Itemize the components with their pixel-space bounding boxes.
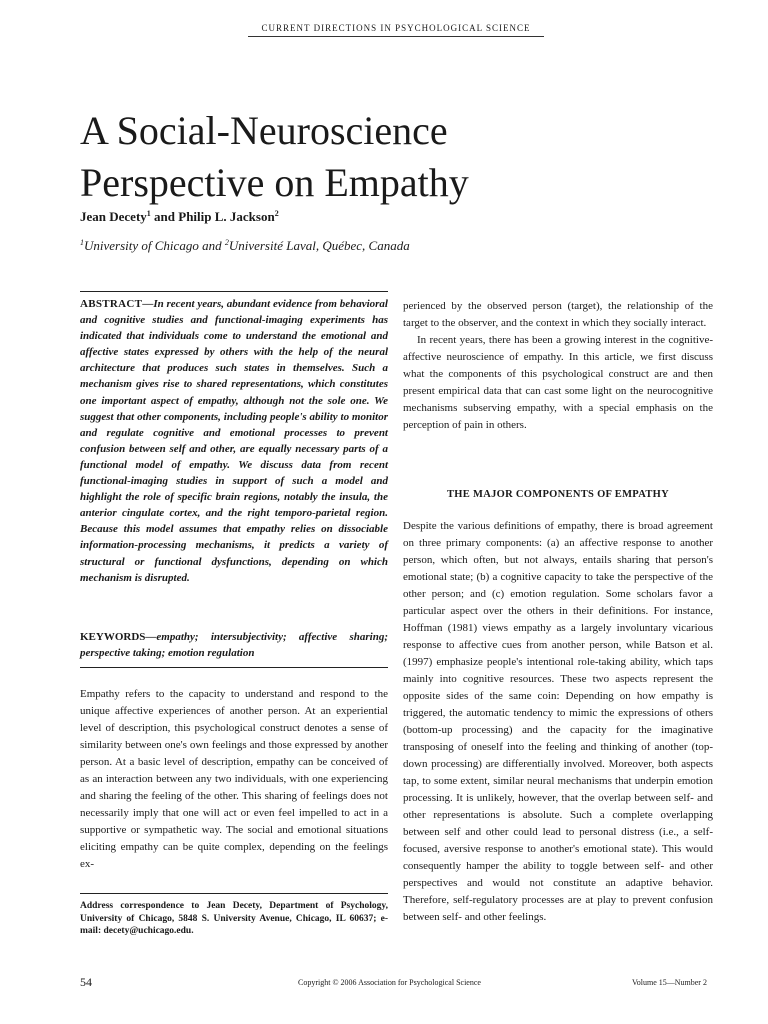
keywords-dash: —	[145, 631, 157, 643]
intro-paragraph	[80, 686, 388, 873]
author-name: Jean Decety	[80, 209, 147, 224]
title-line-1: A Social-Neuroscience	[80, 108, 448, 153]
correspondence-note: Address correspondence to Jean Decety, Department of Psychology, University of Chicago, 5848 S. University Avenue, Chicago, IL 60637; e-mail: decety@uchicago.edu.	[80, 901, 388, 936]
continued-paragraph: perienced by the observed person (target), the relationship of the target to the observer, and the context in which they socially interact.	[403, 300, 713, 329]
keywords	[80, 629, 388, 661]
abstract-label: ABSTRACT	[80, 298, 143, 310]
article-title	[80, 105, 700, 209]
affiliation-marker: 2	[224, 238, 229, 247]
volume-info: Volume 15—Number 2	[632, 978, 707, 987]
copyright-notice: Copyright © 2006 Association for Psychological Science	[298, 978, 481, 987]
author-affiliation-marker: 1	[146, 209, 151, 218]
author-conjunction: and	[150, 209, 179, 224]
page-number: 54	[80, 975, 92, 989]
paragraph: In recent years, there has been a growing interest in the cognitive-affective neuroscience of empathy. In this article, we first discuss what the components of this psychological construct are and then present empirical data that can cast some light on the neurocognitive mechanisms subserving empathy, with a special emphasis on the perception of pain in others.	[403, 334, 713, 431]
affiliation-marker: 1	[80, 238, 84, 247]
footnote-rule	[80, 893, 388, 894]
intro-text: Empathy refers to the capacity to understand and respond to the unique affective experiences of another person. At an experiential level of description, this psychological construct denotes a sense of similarity between one's own feelings and those expressed by another person. At a basic level of description, empathy can be conceived of as an interaction between any two individuals, with one experiencing and sharing the feeling of the other. This sharing of feelings does not necessarily imply that one will act or even feel impelled to act in a supportive or sympathetic way. The social and emotional situations eliciting empathy can be quite complex, depending on the feelings ex-	[80, 688, 388, 870]
abstract-dash: —	[142, 298, 154, 310]
author-list	[80, 209, 279, 225]
right-column-section	[403, 518, 713, 926]
title-line-2: Perspective on Empathy	[80, 160, 469, 205]
paragraph: Despite the various definitions of empathy, there is broad agreement on three primary components: (a) an affective response to another person, which often, but not always, entails sharing that person's emotional state; (b) a cognitive capacity to take the perspective of the other person; and (c) emotion regulation. Some scholars favor a particular aspect over the others in their definitions. For instance, Hoffman (1981) views empathy as a largely involuntary vicarious response to affective cues from another person, while Batson et al. (1997) emphasize people's intentional role-taking ability, which taps mainly into cognitive resources. These two aspects represent the opposite sides of the same coin: Depending on how empathy is triggered, the automatic tendency to mimic the expressions of others (bottom-up processing) and the capacity for the imaginative transposing of oneself into the feeling and thinking of another (top-down processing) are differentially involved. Moreover, both aspects tap, to some extent, similar neural mechanisms that underpin emotion processing. It is unlikely, however, that the overlap between self- and other representations is absolute. Such a complete overlapping between self and other could lead to personal distress (i.e., a self-focused, aversive response to another's emotional state). This would consequently hamper the ability to toggle between self- and other perspectives and would not constitute an adaptive behavior. Therefore, self-regulatory processes are at play to prevent confusion between self- and other feelings.	[403, 520, 713, 923]
author-affiliation-marker: 2	[274, 209, 279, 218]
running-header: CURRENT DIRECTIONS IN PSYCHOLOGICAL SCIENCE	[248, 22, 544, 37]
keywords-text: empathy; intersubjectivity; affective sharing; perspective taking; emotion regulation	[80, 631, 388, 659]
affiliation-text: University of Chicago and	[84, 238, 225, 253]
section-heading: THE MAJOR COMPONENTS OF EMPATHY	[446, 489, 670, 500]
abstract-text: In recent years, abundant evidence from behavioral and cognitive studies and functional-imaging experiments has indicated that individuals come to understand the emotional and affective states expressed by others with the help of the neural architecture that produces such states in themselves. Such a mechanism gives rise to shared representations, which constitutes one important aspect of empathy, although not the sole one. We suggest that other components, including people's ability to monitor and regulate cognitive and emotional processes to prevent confusion between self and other, are equally necessary parts of a functional model of empathy. We discuss data from recent functional-imaging studies in support of such a model and highlight the role of specific brain regions, notably the insula, the anterior cingulate cortex, and the right temporo-parietal region. Because this model assumes that empathy relies on dissociable information-processing mechanisms, it predicts a variety of structural or functional dysfunctions, depending on which mechanism is disrupted.	[80, 298, 388, 584]
keywords-label: KEYWORDS	[80, 631, 146, 643]
keywords-bottom-rule	[80, 667, 388, 668]
author-name: Philip L. Jackson	[178, 209, 275, 224]
affiliations	[80, 238, 410, 254]
abstract-top-rule	[80, 291, 388, 292]
right-column-top	[403, 298, 713, 434]
abstract	[80, 296, 388, 586]
affiliation-text: Université Laval, Québec, Canada	[228, 238, 410, 253]
